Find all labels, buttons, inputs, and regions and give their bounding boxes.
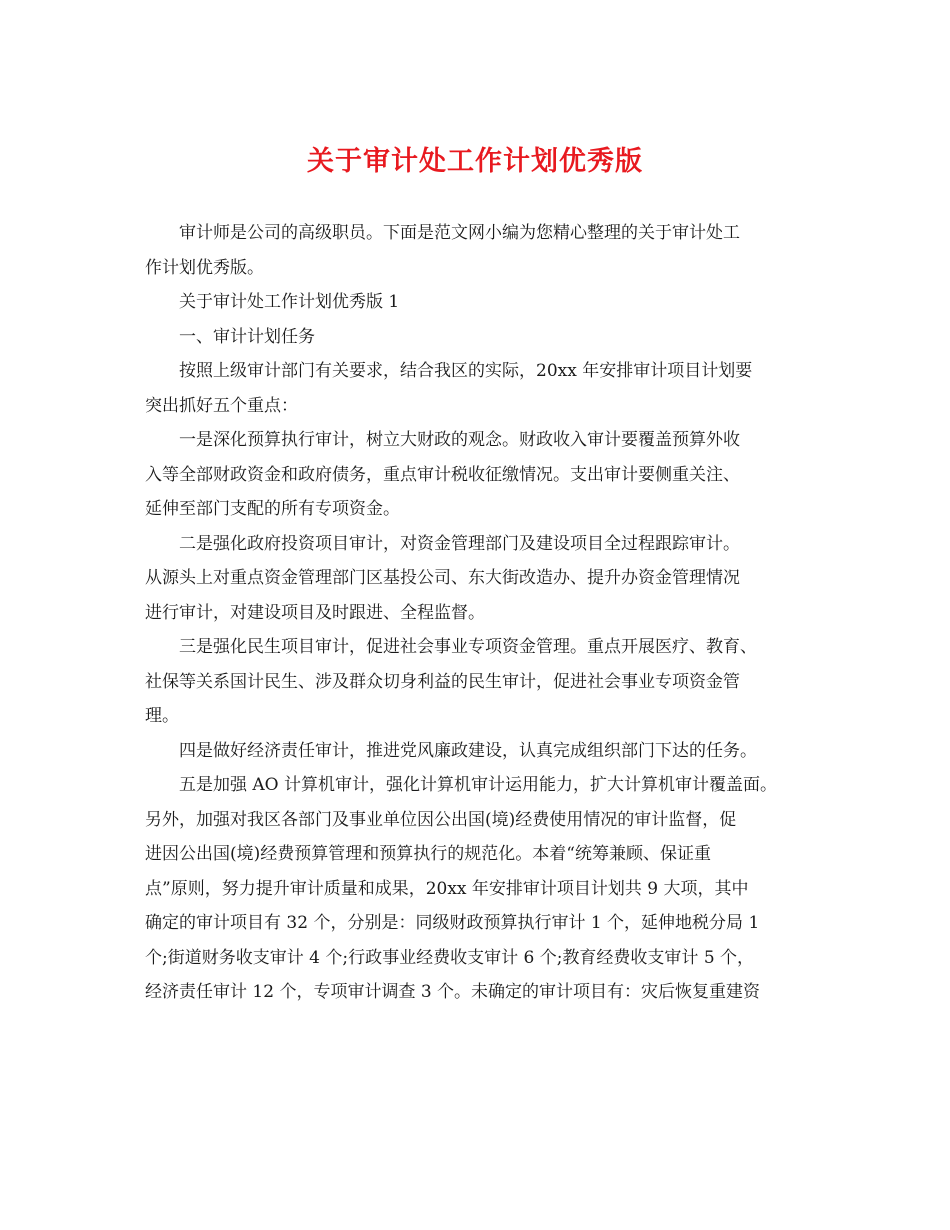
text-line: 按照上级审计部门有关要求，结合我区的实际，20xx 年安排审计项目计划要	[179, 361, 753, 381]
text-line: 进因公出国(境)经费预算管理和预算执行的规范化。本着“统筹兼顾、保证重	[145, 844, 711, 864]
text-line: 审计师是公司的高级职员。下面是范文网小编为您精心整理的关于审计处工	[179, 223, 740, 243]
text-line: 入等全部财政资金和政府债务，重点审计税收征缴情况。支出审计要侧重关注、	[145, 464, 740, 485]
text-line: 关于审计处工作计划优秀版 1	[179, 292, 400, 312]
text-line: 一、审计计划任务	[179, 326, 315, 347]
text-line: 经济责任审计 12 个，专项审计调查 3 个。未确定的审计项目有：灾后恢复重建资	[145, 982, 761, 1002]
text-line: 另外，加强对我区各部门及事业单位因公出国(境)经费使用情况的审计监督，促	[145, 809, 737, 830]
text-line: 从源头上对重点资金管理部门区基投公司、东大街改造办、提升办资金管理情况	[145, 568, 740, 588]
text-line: 理。	[145, 706, 179, 726]
text-line: 确定的审计项目有 32 个，分别是：同级财政预算执行审计 1 个，延伸地税分局 1	[145, 913, 760, 933]
text-line: 延伸至部门支配的所有专项资金。	[145, 499, 400, 519]
text-line: 社保等关系国计民生、涉及群众切身利益的民生审计，促进社会事业专项资金管	[145, 671, 740, 692]
text-line: 点”原则，努力提升审计质量和成果，20xx 年安排审计项目计划共 9 大项，其中	[145, 878, 749, 899]
document-body	[145, 216, 815, 1010]
text-line: 个;街道财务收支审计 4 个;行政事业经费收支审计 6 个;教育经费收支审计 5 个，	[145, 947, 755, 968]
text-line: 突出抓好五个重点：	[145, 395, 298, 416]
text-line: 一是深化预算执行审计，树立大财政的观念。财政收入审计要覆盖预算外收	[179, 430, 740, 450]
text-line: 四是做好经济责任审计，推进党风廉政建设，认真完成组织部门下达的任务。	[179, 740, 757, 761]
text-line: 二是强化政府投资项目审计，对资金管理部门及建设项目全过程跟踪审计。	[179, 533, 740, 554]
text-line: 进行审计，对建设项目及时跟进、全程监督。	[145, 602, 485, 623]
document-title: 关于审计处工作计划优秀版	[307, 146, 643, 177]
text-line: 五是加强 AO 计算机审计，强化计算机审计运用能力，扩大计算机审计覆盖面。	[179, 775, 778, 795]
text-line: 作计划优秀版。	[145, 257, 264, 278]
text-line: 三是强化民生项目审计，促进社会事业专项资金管理。重点开展医疗、教育、	[179, 637, 757, 657]
